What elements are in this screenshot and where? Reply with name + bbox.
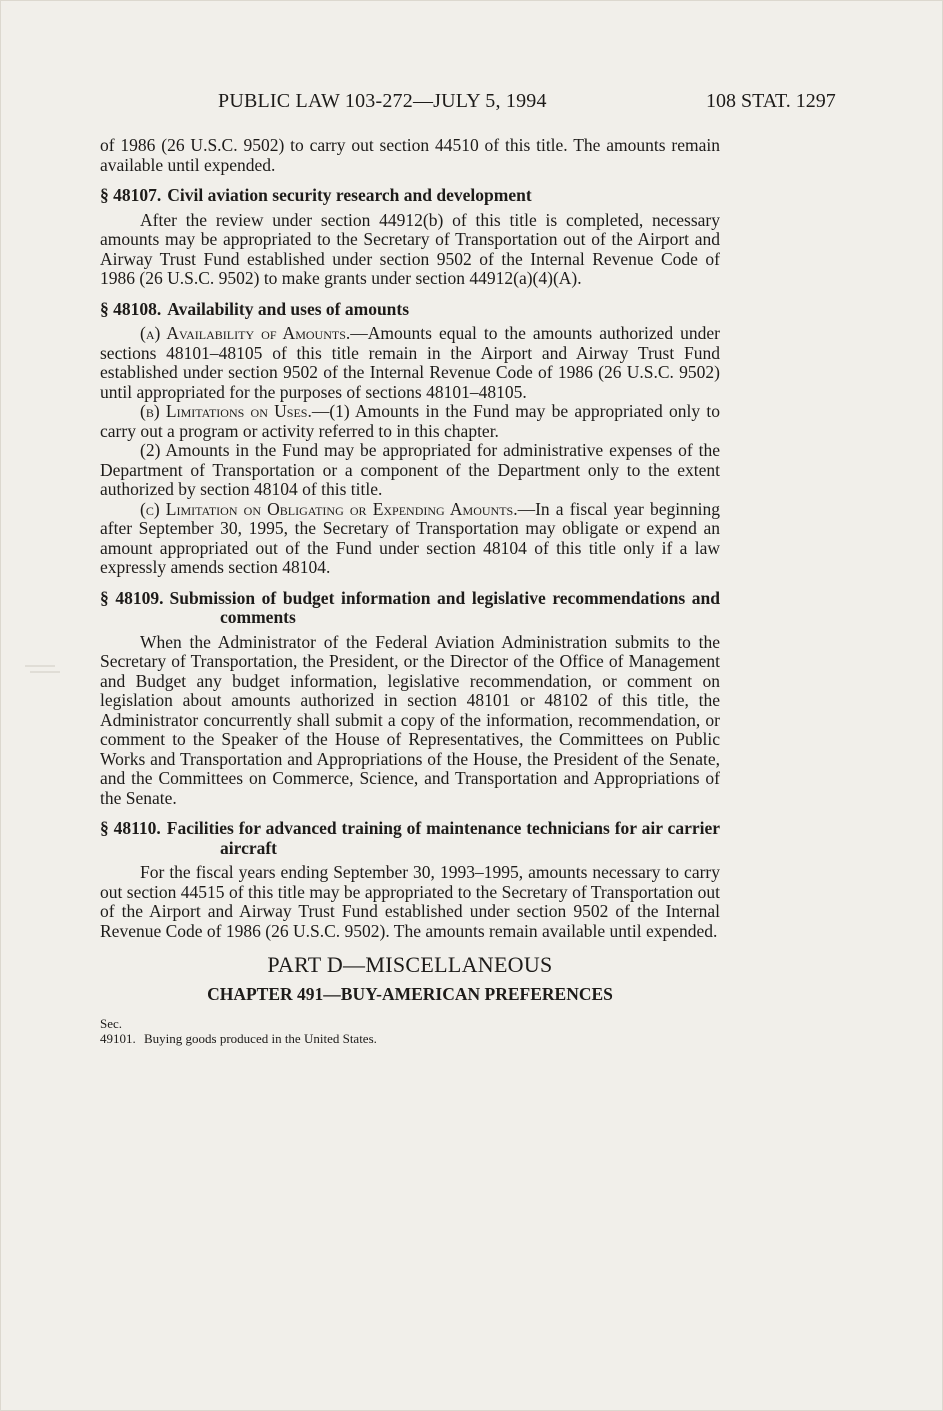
section-title: Submission of budget information and legislative recommendations and comments	[169, 587, 721, 627]
section-title: Civil aviation security research and development	[167, 185, 532, 205]
section-number: § 48108.	[100, 298, 162, 319]
subsection-label: (b) Limitations on Uses.	[140, 401, 312, 421]
section-title: Availability and uses of amounts	[167, 298, 410, 319]
section-number: § 48109.	[100, 587, 164, 608]
toc-label: Sec.	[100, 1016, 123, 1031]
section-heading-48110	[100, 819, 720, 858]
section-title: Facilities for advanced training of maintenance technicians for air carrier aircraft	[166, 818, 720, 858]
subsection-label: (c) Limitation on Obligating or Expending Amounts.	[140, 498, 518, 519]
subsection-text: —Amounts equal to the amounts authorized under sections 48101–48105 of this title remain in the Airport and Airway Trust Fund established under section 9502 of the Internal Revenue Code of 1986 (26 U.S.C. 9502) until appropriated for the purposes of sections 48101–48105.	[100, 323, 720, 402]
subsection-label: (a) Availability of Amounts.	[140, 323, 351, 343]
document-body	[100, 136, 720, 1046]
subsection-c	[100, 500, 720, 578]
subsection-b	[100, 402, 720, 441]
subsection-text: —(1) Amounts in the Fund may be appropriated only to carry out a program or activity referred to in this chapter.	[100, 401, 721, 441]
section-text-48110: For the fiscal years ending September 30, 1993–1995, amounts necessary to carry out section 44515 of this title may be appropriated to the Secretary of Transportation out of the Airport and Airway Trust Fund established under section 9502 of the Internal Revenue Code of 1986 (26 U.S.C. 9502). The amounts remain available until expended.	[100, 862, 720, 941]
section-text-48109: When the Administrator of the Federal Aviation Administration submits to the Secretary of Transportation, the President, or the Director of the Office of Management and Budget any budget information, legislative recommendation, or comment on legislation about amounts authorized in section 48101 or 48102 of this title, the Administrator concurrently shall submit a copy of the information, recommendation, or comment to the Speaker of the House of Representatives, the Committees on Public Works and Transportation and Appropriations of the House, the President of the Senate, and the Committees on Commerce, Science, and Transportation and Appropriations of the Senate.	[100, 631, 720, 808]
chapter-title: CHAPTER 491—BUY-AMERICAN PREFERENCES	[207, 983, 613, 1004]
section-heading-48108	[100, 300, 720, 320]
statute-page-number: 108 STAT. 1297	[706, 90, 836, 112]
subsection-text: —In a fiscal year beginning after September 30, 1995, the Secretary of Transportation may obligate or expend an amount appropriated out of the Fund under section 48104 of this title only if a law expressly amends section 48104.	[100, 498, 720, 577]
section-text-48107: After the review under section 44912(b) of this title is completed, necessary amounts may be appropriated to the Secretary of Transportation out of the Airport and Airway Trust Fund established under section 9502 of the Internal Revenue Code of 1986 (26 U.S.C. 9502) to make grants under section 44912(a)(4)(A).	[100, 209, 720, 288]
subsection-b2: (2) Amounts in the Fund may be appropriated for administrative expenses of the Department of Transportation or a component of the Department only to the extent authorized by section 48104 of this title.	[100, 440, 720, 499]
section-number: § 48110.	[100, 818, 161, 838]
toc-item	[100, 1031, 720, 1046]
section-heading-48109	[100, 589, 720, 628]
part-title: PART D—MISCELLANEOUS	[267, 952, 553, 977]
page-header	[0, 90, 943, 114]
subsection-a	[100, 324, 720, 402]
continued-paragraph: of 1986 (26 U.S.C. 9502) to carry out section 44510 of this title. The amounts remain available until expended.	[100, 135, 720, 175]
chapter-table-of-contents	[100, 1016, 720, 1046]
toc-item-title: Buying goods produced in the United States.	[144, 1031, 377, 1046]
section-number: § 48107.	[100, 185, 162, 205]
toc-item-number: 49101.	[100, 1031, 136, 1046]
running-title: PUBLIC LAW 103-272—JULY 5, 1994	[218, 90, 547, 112]
section-heading-48107	[100, 186, 720, 206]
